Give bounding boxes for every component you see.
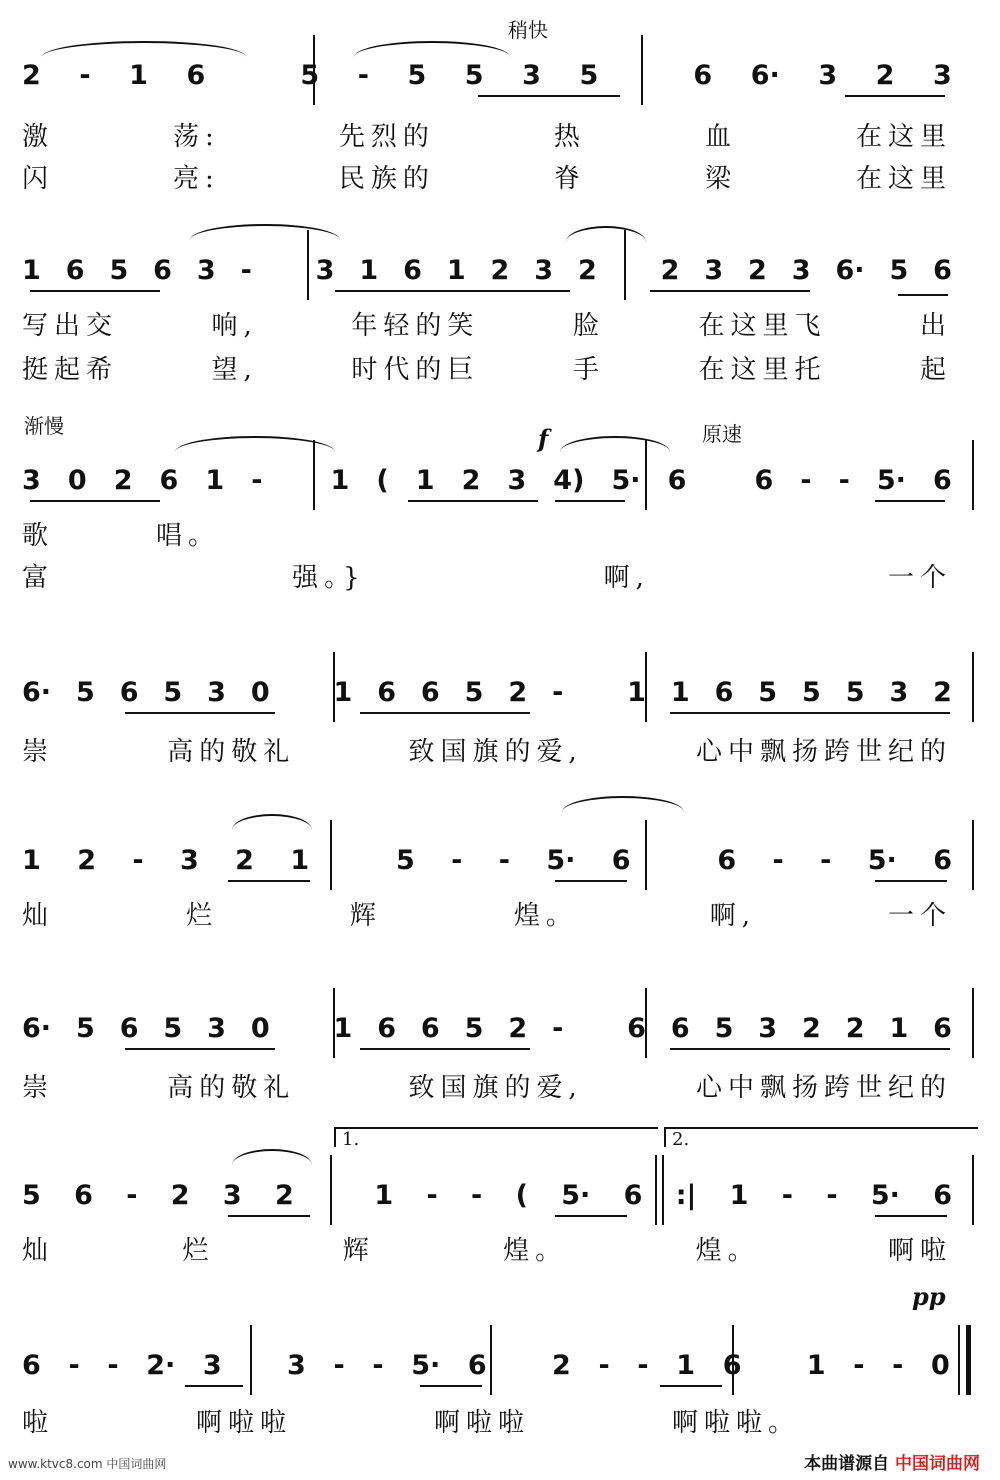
dynamic-forte: f [538,424,549,453]
volta-second: 2. [664,1127,978,1147]
lyric-line-1: 灿 烂 辉 煌。 煌。 啊啦 [22,1235,952,1266]
lyric-line-1: 崇 高的敬礼 致国旗的爱, 心中飘扬跨世纪的 [22,736,952,767]
lyric-line-2: 闪 亮: 民族的 脊 梁 在这里 [22,163,952,194]
tempo-mark-faster: 稍快 [508,18,548,42]
tempo-mark-original: 原速 [702,422,742,446]
notation-line: 1 2 - 3 2 1 5 - - 5· 6 6 - - 5· 6 [22,844,952,876]
footer [0,1450,1000,1474]
footer-source [804,1449,980,1474]
lyric-line-1: 歌 唱。 [22,520,220,551]
notation-line: 5 6 - 2 3 2 1 - - ( 5· 6 :| 1 - - 5· 6 [22,1179,952,1211]
footer-brand[interactable]: 中国词曲网 [895,1454,980,1474]
lyric-line-1: 激 荡: 先烈的 热 血 在这里 [22,121,952,152]
lyric-line-2: 富 强。} 啊, 一个 [22,562,952,593]
footer-source-label: 本曲谱源自 [804,1454,890,1474]
lyric-line-1: 灿 烂 辉 煌。 啊, 一个 [22,900,952,931]
notation-line: 6· 5 6 5 3 0 1 6 6 5 2 - 1 1 6 5 5 5 3 2 [22,676,952,708]
footer-site: www.ktvc8.com 中国词曲网 [8,1457,167,1471]
dynamic-pianissimo: pp [912,1282,946,1311]
notation-line: 3 0 2 6 1 - 1 ( 1 2 3 4) 5· 6 6 - - 5· 6 [22,464,952,496]
tempo-mark-slower: 渐慢 [24,414,64,438]
lyric-line-2: 挺起希 望, 时代的巨 手 在这里托 起 [22,354,952,385]
lyric-line-1: 写出交 响, 年轻的笑 脸 在这里飞 出 [22,310,952,341]
notation-line: 6 - - 2· 3 3 - - 5· 6 2 - - 1 6 1 - - 0 [22,1349,950,1381]
volta-first: 1. [334,1127,658,1147]
notation-line: 1 6 5 6 3 - 3 1 6 1 2 3 2 2 3 2 3 6· 5 6 [22,254,952,286]
lyric-line-1: 啦 啊啦啦 啊啦啦 啊啦啦。 [22,1407,800,1438]
notation-line: 6· 5 6 5 3 0 1 6 6 5 2 - 6 6 5 3 2 2 1 6 [22,1012,952,1044]
notation-line: 2 - 1 6 5 - 5 5 3 5 6 6· 3 2 3 [22,59,952,91]
lyric-line-1: 崇 高的敬礼 致国旗的爱, 心中飘扬跨世纪的 [22,1072,952,1103]
